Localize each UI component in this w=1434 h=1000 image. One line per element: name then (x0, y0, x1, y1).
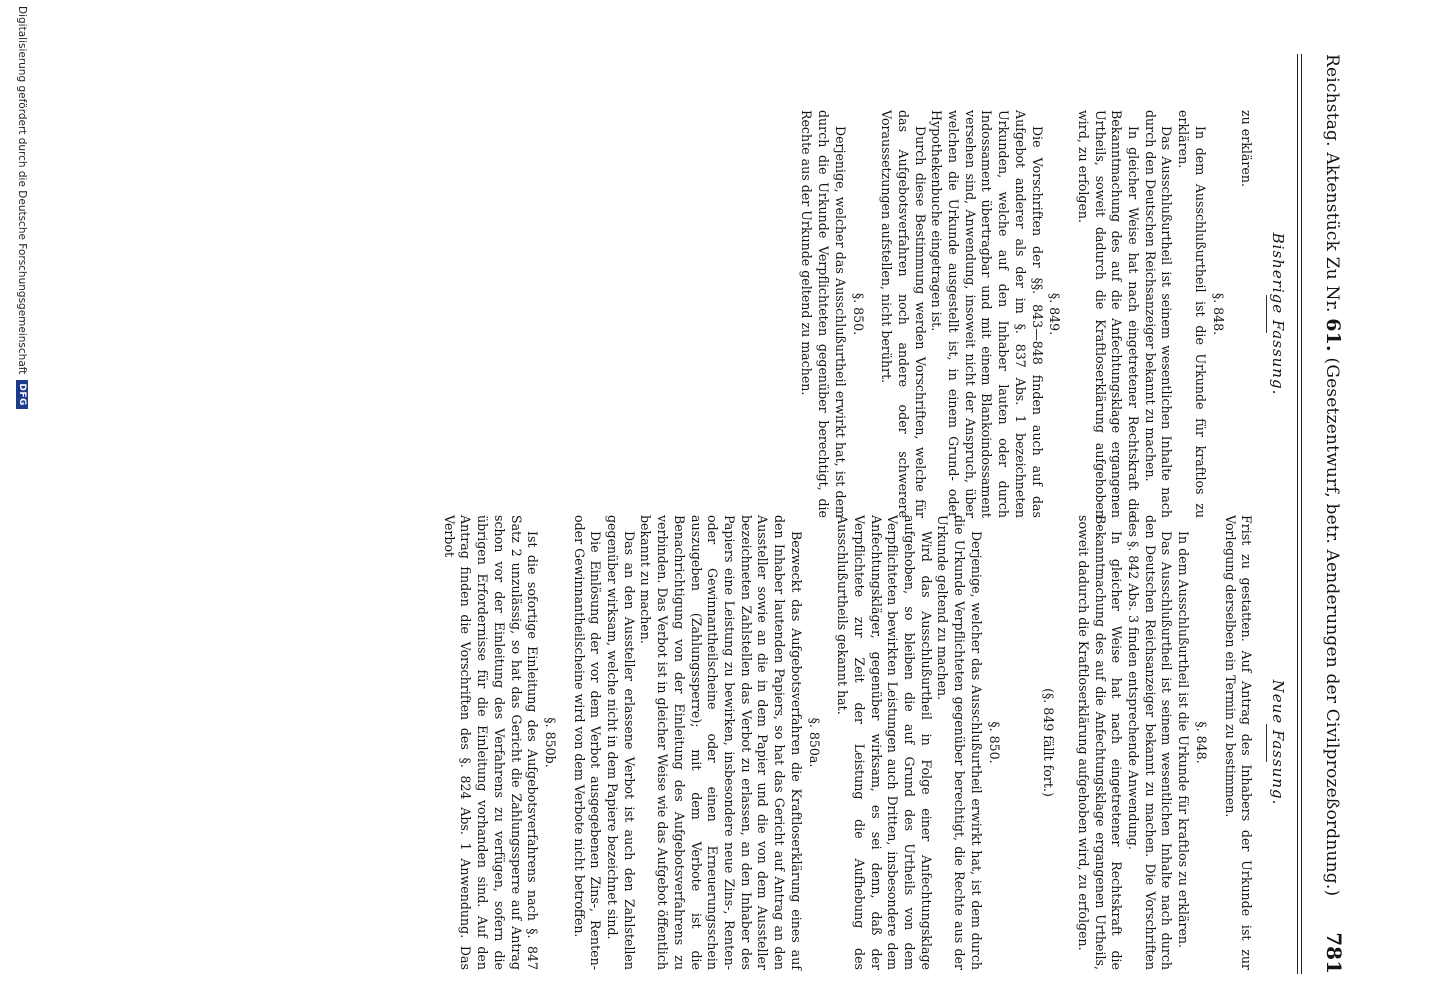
section-850b-heading: §. 850b. (542, 717, 558, 768)
section-850-heading: §. 850. (986, 721, 1002, 764)
left-paragraph: Die Vorschriften der §§. 843—848 finden auch auf das Aufgebot anderer als der im §. 837 Abs. 1 bezeichneten Urkunden, welche auf den Inhaber lauten oder durch Indossament übertragbar und mit einem Blankoindossament versehen sind, Anwendung, insoweit nicht der Anspruch, über welchen die Urkunde ausgestellt ist, in einem Grund- oder Hypothekenbuche eingetragen ist. (929, 110, 1045, 518)
page-header (1304, 54, 1374, 974)
document-number: 61. (1322, 318, 1344, 352)
right-paragraph: Wird das Ausschlußurtheil in Folge einer Anfechtungsklage aufgehoben, so bleiben die auf Grund des Urtheils von dem Verpflichteten bewirkten Leistungen auch Dritten, insbesondere dem Anfechtungskläger, gegenüber wirksam, es sei denn, daß der Verpflichtete zur Zeit der Leistung die Aufhebung des Ausschlußurtheils gekannt hat. (835, 515, 934, 970)
section-848-heading: §. 848. (1210, 292, 1226, 336)
left-paragraph: Durch diese Bestimmung werden Vorschriften, welche für das Aufgebotsverfahren noch andere oder schwerere Voraussetzungen aufstellen, nicht berührt. (879, 110, 928, 518)
title-prefix: Reichstag. Aktenstück Zu Nr. (1322, 54, 1342, 313)
section-849-omitted-note: (§. 849 fällt fort.) (1041, 688, 1057, 797)
running-title (1322, 54, 1344, 896)
header-rule-double (1297, 54, 1298, 974)
left-paragraph: In gleicher Weise hat nach eingetretener Rechtskraft die Bekanntmachung des auf die Anfechtungsklage ergangenen Urtheils, soweit dadurch die Kraftloserklärung aufgehoben wird, zu erfolgen. (1075, 110, 1142, 518)
header-rule (1301, 54, 1302, 974)
right-paragraph: Derjenige, welcher das Ausschlußurtheil erwirkt hat, ist dem durch die Urkunde Verpflichteten gegenüber berechtigt, die Rechte aus der Urkunde geltend zu machen. (935, 515, 984, 970)
digitization-credit (10, 0, 34, 1000)
right-column-heading: Neue Fassung. (1269, 679, 1287, 806)
credit-text: Digitalisierung gefördert durch die Deutsche Forschungsgemeinschaft (16, 6, 28, 375)
left-paragraph: Das Ausschlußurtheil ist seinem wesentlichen Inhalte nach durch den Deutschen Reichsanzeiger bekannt zu machen. (1142, 110, 1175, 518)
right-paragraph: Die Einlösung der vor dem Verbot ausgegebenen Zins-, Renten- oder Gewinnantheilscheine wird von dem Verbote nicht betroffen. (571, 515, 604, 970)
section-849-heading: §. 849. (1047, 292, 1063, 336)
left-column-old-version (798, 110, 1286, 518)
title-suffix: (Gesetzentwurf, betr. Aenderungen der Civilprozeßordnung.) (1322, 357, 1342, 897)
left-heading-underline (1266, 295, 1267, 333)
page-number: 781 (1322, 932, 1346, 974)
right-heading-underline (1266, 724, 1267, 762)
right-paragraph: Frist zu gestatten. Auf Antrag des Inhabers der Urkunde ist zur Vorlegung derselben ein Termin zu bestimmen. (1222, 515, 1255, 970)
left-paragraph: zu erklären. (1239, 110, 1255, 187)
right-paragraph: Das an den Aussteller erlassene Verbot ist auch den Zahlstellen gegenüber wirksam, welche nicht in dem Papiere bezeichnet sind. (605, 515, 637, 970)
right-paragraph: Ist die sofortige Einleitung des Aufgebotsverfahrens nach §. 847 Satz 2 unzulässig, so hat das Gericht die Zahlungssperre auf Antrag schon vor der Einleitung des Verfahrens zu verfügen, sofern die übrigen Erfordernisse für die Einleitung vorhanden sind. Auf den Antrag finden die Vorschriften des §. 824 Abs. 1 Anwendung. Das Verbot (441, 515, 541, 970)
right-paragraph: Bezweckt das Aufgebotsverfahren die Kraftloserklärung eines auf den Inhaber lautenden Papiers, so hat das Gericht auf Antrag an den Aussteller sowie an die in dem Papier und die von dem Aussteller bezeichneten Zahlstellen das Verbot zu erlassen, an den Inhaber des Papiers eine Leistung zu bewirken, insbesondere neue Zins-, Renten- oder Gewinnantheilscheine oder einen Erneuerungsschein auszugeben (Zahlungssperre); mit dem Verbote ist die Benachrichtigung von der Einleitung des Aufgebotsverfahrens zu verbinden. Das Verbot ist in gleicher Weise wie das Aufgebot öffentlich bekannt zu machen. (638, 515, 804, 970)
section-850a-heading: §. 850a. (806, 717, 822, 768)
right-column-new-version (440, 515, 1286, 970)
dfg-logo: DFG (16, 380, 28, 409)
section-850-heading: §. 850. (850, 292, 866, 336)
right-paragraph: Das Ausschlußurtheil ist seinem wesentlichen Inhalte nach durch den Deutschen Reichsanzeiger bekannt zu machen. Die Vorschriften des §. 842 Abs. 3 finden entsprechende Anwendung. (1126, 515, 1175, 970)
left-paragraph: Derjenige, welcher das Ausschlußurtheil erwirkt hat, ist dem durch die Urkunde Verpflichteten gegenüber berechtigt, die Rechte aus der Urkunde geltend zu machen. (799, 110, 848, 518)
left-paragraph: In dem Ausschlußurtheil ist die Urkunde für kraftlos zu erklären. (1176, 110, 1208, 518)
section-848-heading: §. 848. (1193, 721, 1209, 764)
right-paragraph: In gleicher Weise hat nach eingetretener Rechtskraft die Bekanntmachung des auf die Anfechtungsklage ergangenen Urtheils, soweit dadurch die Kraftloserklärung aufgehoben wird, zu erfolgen. (1075, 515, 1125, 970)
left-column-heading: Bisherige Fassung. (1269, 232, 1287, 396)
right-paragraph: In dem Ausschlußurtheil ist die Urkunde für kraftlos zu erklären. (1176, 531, 1192, 949)
